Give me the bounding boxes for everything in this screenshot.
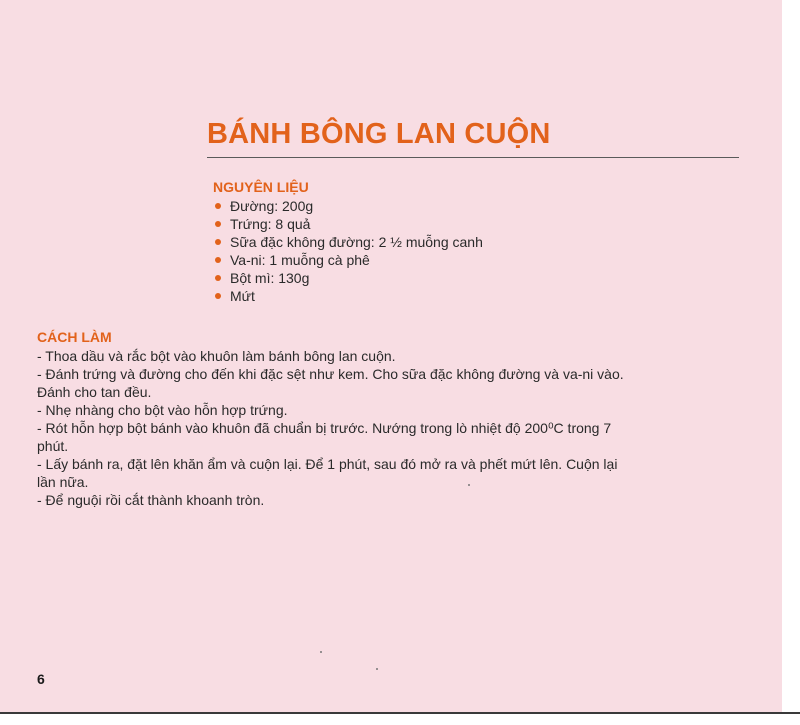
scan-margin-right (782, 0, 800, 712)
method-line: - Đánh trứng và đường cho đến khi đặc sệt như kem. Cho sữa đặc không đường và va-ni vào. (37, 366, 624, 382)
bullet-icon (215, 275, 221, 281)
bullet-icon (215, 293, 221, 299)
paper-speck (376, 668, 378, 670)
ingredient-item (213, 251, 483, 269)
ingredient-text: Sữa đặc không đường: 2 ½ muỗng canh (230, 234, 483, 250)
ingredients-heading: NGUYÊN LIỆU (213, 179, 309, 195)
method-line: Đánh cho tan đều. (37, 384, 152, 400)
ingredient-text: Đường: 200g (230, 198, 314, 214)
page-number: 6 (37, 671, 45, 687)
method-line: lần nữa. (37, 474, 89, 490)
recipe-title: BÁNH BÔNG LAN CUỘN (207, 118, 551, 150)
ingredient-item (213, 215, 483, 233)
bullet-icon (215, 203, 221, 209)
ingredient-item (213, 269, 483, 287)
method-line: phút. (37, 438, 69, 454)
bullet-icon (215, 257, 221, 263)
paper-speck (320, 651, 322, 653)
ingredient-text: Trứng: 8 quả (230, 216, 311, 232)
ingredient-item (213, 287, 483, 305)
ingredient-text: Bột mì: 130g (230, 270, 310, 286)
bullet-icon (215, 239, 221, 245)
paper-speck (468, 484, 470, 486)
ingredient-item (213, 197, 483, 215)
method-heading: CÁCH LÀM (37, 329, 112, 345)
ingredient-text: Mứt (230, 288, 255, 304)
method-line: - Lấy bánh ra, đặt lên khăn ẩm và cuộn lại. Để 1 phút, sau đó mở ra và phết mứt lên. Cuộn lại (37, 456, 618, 472)
method-line: - Thoa dầu và rắc bột vào khuôn làm bánh bông lan cuộn. (37, 348, 396, 364)
bullet-icon (215, 221, 221, 227)
ingredient-text: Va-ni: 1 muỗng cà phê (230, 252, 370, 268)
method-line: - Rót hỗn hợp bột bánh vào khuôn đã chuẩn bị trước. Nướng trong lò nhiệt độ 200⁰C trong 7 (37, 420, 612, 436)
ingredient-item (213, 233, 483, 251)
method-steps (37, 347, 757, 509)
ingredients-list (213, 197, 483, 305)
scan-margin-bottom (0, 712, 800, 725)
method-line: - Để nguội rồi cắt thành khoanh tròn. (37, 492, 265, 508)
method-line: - Nhẹ nhàng cho bột vào hỗn hợp trứng. (37, 402, 288, 418)
title-underline (207, 157, 739, 158)
